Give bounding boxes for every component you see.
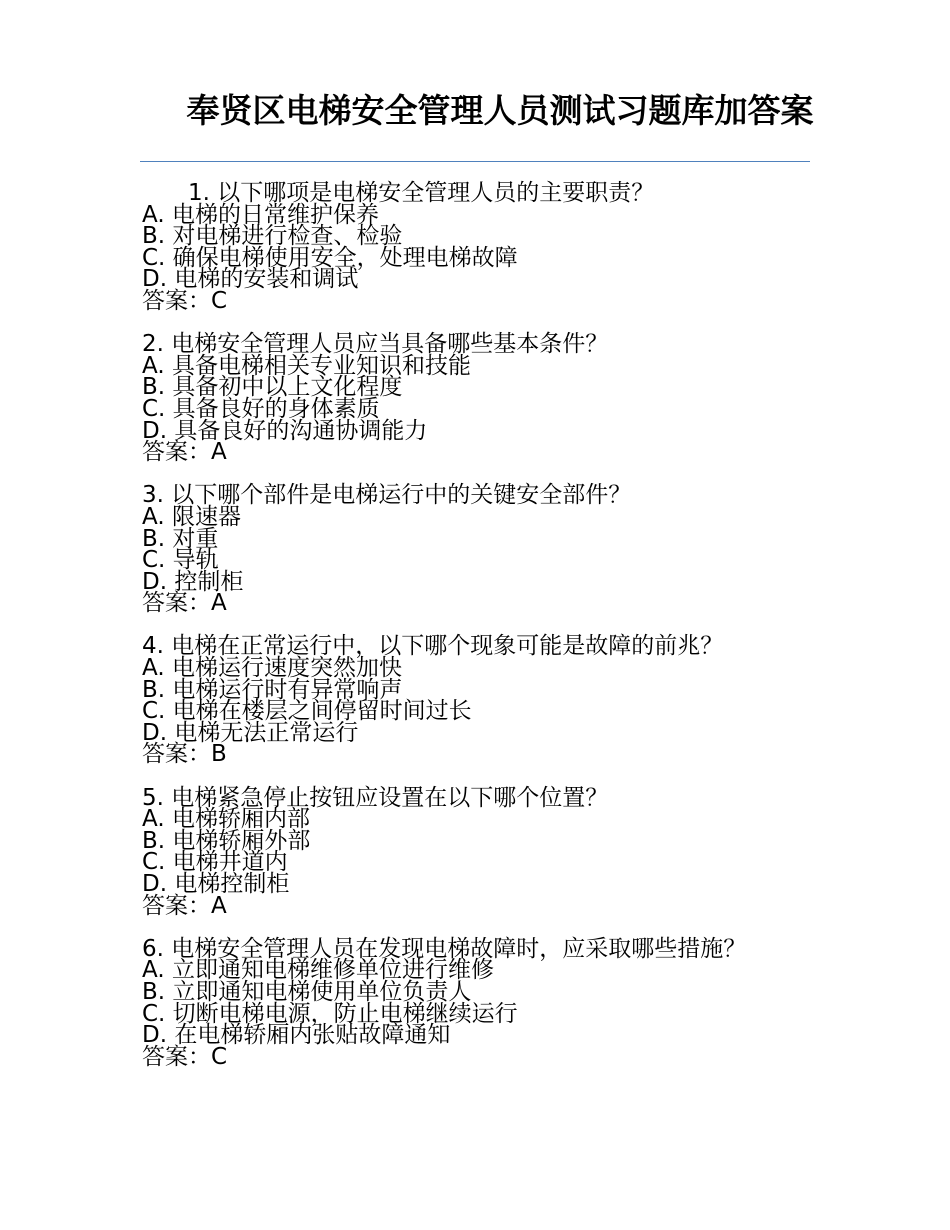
option-d: D. 在电梯轿厢内张贴故障通知 — [142, 1022, 451, 1049]
option-a: A. 立即通知电梯维修单位进行维修 — [142, 957, 494, 984]
option-b: B. 具备初中以上文化程度 — [142, 374, 403, 401]
answer: 答案：A — [142, 892, 227, 919]
title-divider — [140, 161, 810, 162]
answer: 答案：A — [142, 590, 227, 617]
question-stem: 4. 电梯在正常运行中，以下哪个现象可能是故障的前兆？ — [142, 633, 724, 660]
option-b: B. 立即通知电梯使用单位负责人 — [142, 978, 472, 1005]
option-a: A. 电梯运行速度突然加快 — [142, 655, 402, 682]
question-4 — [142, 633, 842, 768]
option-d: D. 具备良好的沟通协调能力 — [142, 417, 428, 444]
question-3 — [142, 482, 842, 617]
option-c: C. 导轨 — [142, 547, 219, 574]
question-6 — [142, 935, 842, 1070]
answer: 答案：C — [142, 1043, 228, 1070]
question-stem: 6. 电梯安全管理人员在发现电梯故障时，应采取哪些措施？ — [142, 935, 747, 962]
question-2 — [142, 331, 842, 466]
option-a: A. 电梯轿厢内部 — [142, 806, 310, 833]
question-stem: 2. 电梯安全管理人员应当具备哪些基本条件？ — [142, 331, 609, 358]
option-d: D. 控制柜 — [142, 568, 244, 595]
question-1 — [142, 180, 842, 314]
option-b: B. 电梯轿厢外部 — [142, 827, 311, 854]
option-d: D. 电梯无法正常运行 — [142, 719, 359, 746]
option-c: C. 切断电梯电源，防止电梯继续运行 — [142, 1000, 518, 1027]
option-c: C. 具备良好的身体素质 — [142, 395, 380, 422]
option-b: B. 对电梯进行检查、检验 — [142, 223, 403, 250]
question-stem: 1. 以下哪项是电梯安全管理人员的主要职责？ — [188, 180, 655, 206]
option-c: C. 电梯井道内 — [142, 849, 288, 876]
option-d: D. 电梯的安装和调试 — [142, 266, 359, 293]
option-d: D. 电梯控制柜 — [142, 871, 290, 897]
question-list — [142, 180, 842, 1090]
option-a: A. 具备电梯相关专业知识和技能 — [142, 352, 471, 379]
option-b: B. 对重 — [142, 525, 219, 552]
option-b: B. 电梯运行时有异常响声 — [142, 676, 403, 703]
option-a: A. 电梯的日常维护保养 — [142, 201, 379, 228]
option-c: C. 确保电梯使用安全，处理电梯故障 — [142, 244, 518, 271]
option-a: A. 限速器 — [142, 503, 241, 530]
answer: 答案：B — [142, 741, 227, 768]
option-c: C. 电梯在楼层之间停留时间过长 — [142, 698, 472, 725]
answer: 答案：A — [142, 439, 227, 466]
question-5 — [142, 784, 842, 919]
question-stem: 5. 电梯紧急停止按钮应设置在以下哪个位置？ — [142, 784, 609, 811]
answer: 答案：C — [142, 287, 228, 314]
document-title: 奉贤区电梯安全管理人员测试习题库加答案 — [186, 91, 814, 130]
question-stem: 3. 以下哪个部件是电梯运行中的关键安全部件？ — [142, 482, 632, 509]
